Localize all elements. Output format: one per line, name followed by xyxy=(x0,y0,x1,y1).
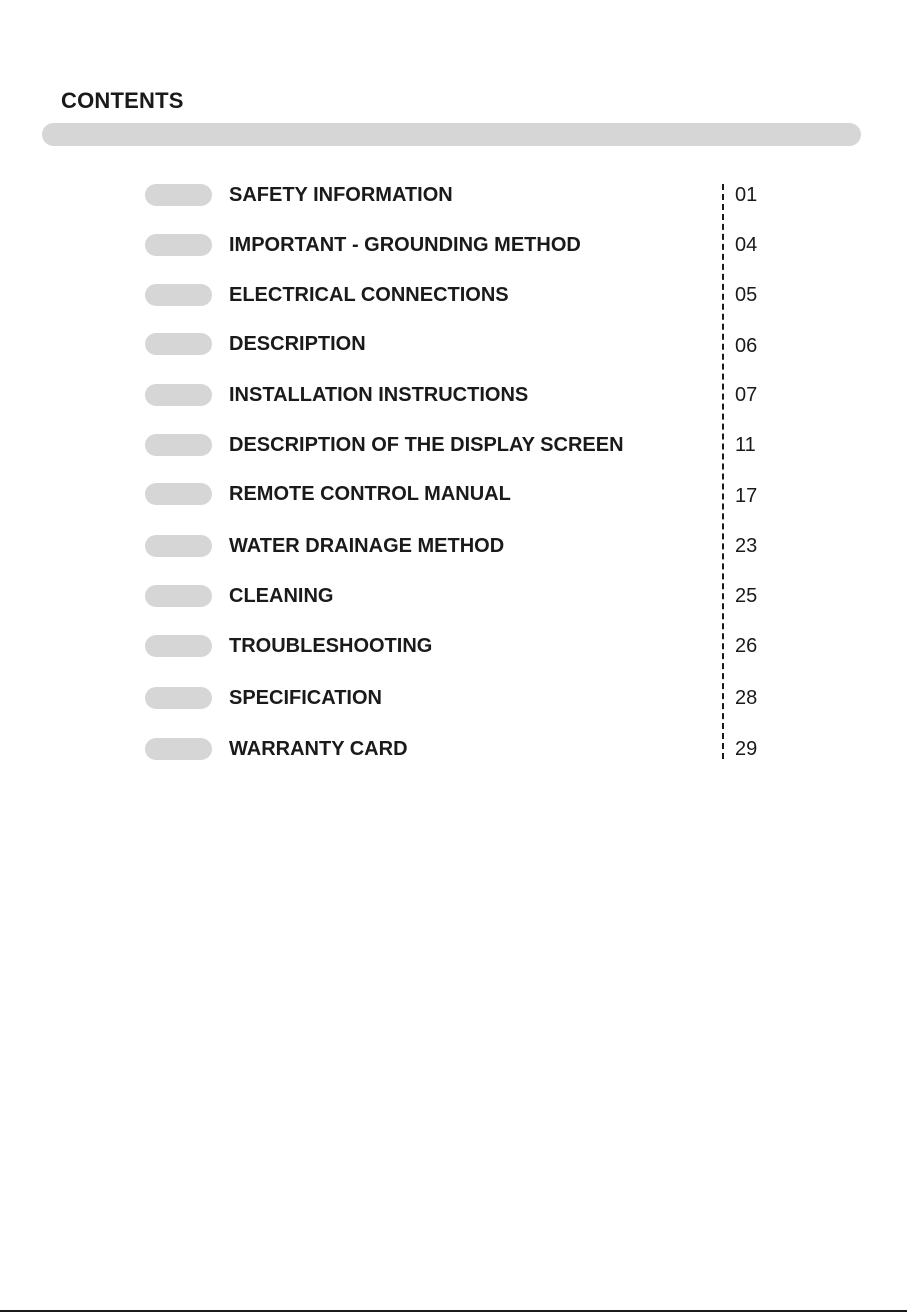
toc-bullet-pill xyxy=(145,434,212,456)
toc-entry-safety-information[interactable] xyxy=(0,180,907,210)
toc-entry-troubleshooting[interactable] xyxy=(0,631,907,661)
toc-entry-description[interactable] xyxy=(0,329,907,359)
toc-entry-label: WARRANTY CARD xyxy=(229,738,408,760)
toc-entry-label: TROUBLESHOOTING xyxy=(229,635,433,657)
toc-entry-cleaning[interactable] xyxy=(0,581,907,611)
toc-entry-label: REMOTE CONTROL MANUAL xyxy=(229,483,511,505)
toc-entry-label: DESCRIPTION OF THE DISPLAY SCREEN xyxy=(229,434,624,456)
toc-bullet-pill xyxy=(145,333,212,355)
page-bottom-border xyxy=(0,1310,907,1312)
toc-entry-page-number: 11 xyxy=(735,434,756,456)
toc-bullet-pill xyxy=(145,184,212,206)
page-title: CONTENTS xyxy=(61,88,184,113)
toc-entry-label: DESCRIPTION xyxy=(229,333,366,355)
toc-bullet-pill xyxy=(145,635,212,657)
toc-bullet-pill xyxy=(145,585,212,607)
toc-entry-display-screen[interactable] xyxy=(0,430,907,460)
toc-entry-remote-control-manual[interactable] xyxy=(0,479,907,509)
toc-entry-label: ELECTRICAL CONNECTIONS xyxy=(229,284,509,306)
toc-entry-installation-instructions[interactable] xyxy=(0,380,907,410)
toc-bullet-pill xyxy=(145,384,212,406)
toc-entry-page-number: 05 xyxy=(735,284,758,306)
dashed-separator-line xyxy=(722,184,724,759)
toc-entry-page-number: 23 xyxy=(735,535,758,557)
toc-entry-grounding-method[interactable] xyxy=(0,230,907,260)
toc-bullet-pill xyxy=(145,483,212,505)
toc-entry-page-number: 17 xyxy=(735,485,758,507)
toc-entry-label: SPECIFICATION xyxy=(229,687,382,709)
toc-bullet-pill xyxy=(145,284,212,306)
toc-entry-page-number: 25 xyxy=(735,585,758,607)
toc-entry-water-drainage-method[interactable] xyxy=(0,531,907,561)
toc-entry-page-number: 26 xyxy=(735,635,758,657)
toc-bullet-pill xyxy=(145,687,212,709)
toc-bullet-pill xyxy=(145,234,212,256)
toc-entry-label: WATER DRAINAGE METHOD xyxy=(229,535,505,557)
toc-entry-warranty-card[interactable] xyxy=(0,734,907,764)
toc-entry-label: CLEANING xyxy=(229,585,334,607)
toc-entry-label: INSTALLATION INSTRUCTIONS xyxy=(229,384,529,406)
toc-entry-page-number: 28 xyxy=(735,687,758,709)
toc-entry-label: SAFETY INFORMATION xyxy=(229,184,453,206)
toc-entry-electrical-connections[interactable] xyxy=(0,280,907,310)
toc-entry-page-number: 06 xyxy=(735,335,758,357)
toc-bullet-pill xyxy=(145,738,212,760)
toc-entry-label: IMPORTANT - GROUNDING METHOD xyxy=(229,234,581,256)
toc-entry-page-number: 29 xyxy=(735,738,758,760)
toc-entry-page-number: 01 xyxy=(735,184,758,206)
toc-bullet-pill xyxy=(145,535,212,557)
toc-entry-specification[interactable] xyxy=(0,683,907,713)
toc-entry-page-number: 04 xyxy=(735,234,758,256)
toc-entry-page-number: 07 xyxy=(735,384,758,406)
